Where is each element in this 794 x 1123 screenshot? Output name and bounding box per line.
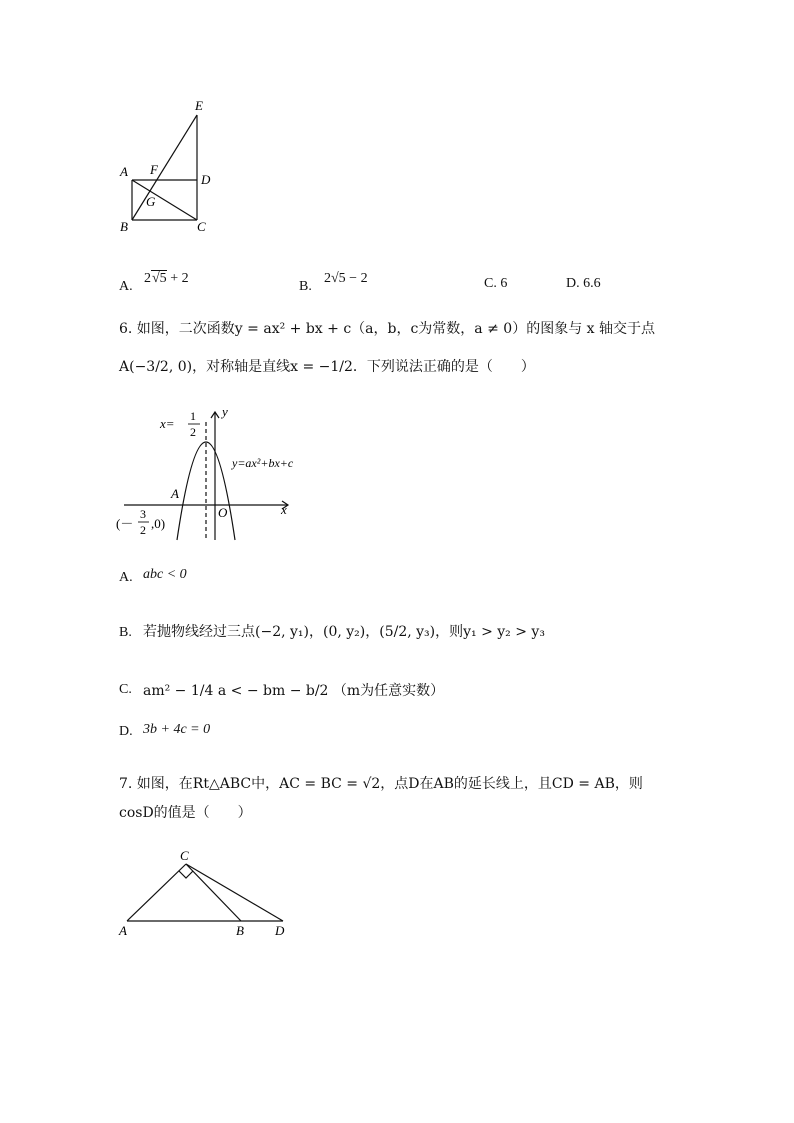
point-label-b: B	[120, 219, 128, 234]
point-label-b: B	[236, 923, 244, 938]
q5-option-a-letter: A.	[119, 279, 133, 294]
point-label-g: G	[146, 194, 156, 209]
y-axis-label: y	[222, 404, 228, 419]
q5-figure	[110, 95, 230, 240]
q5-option-c: C. 6	[484, 276, 508, 291]
point-label-c: C	[180, 848, 189, 863]
q6-option-d-text: 3b + 4c = 0	[143, 722, 211, 737]
q6-parabola-figure	[110, 400, 300, 545]
point-label-e: E	[195, 98, 203, 113]
point-a-coord-num: 3	[140, 507, 146, 521]
point-label-d: D	[201, 172, 211, 187]
segment-be	[132, 115, 197, 220]
point-label-f: F	[150, 162, 158, 177]
symmetry-frac-den: 2	[190, 425, 196, 439]
point-a-coord-open: (－	[116, 516, 134, 531]
parabola-curve	[177, 442, 235, 540]
q6-option-c-letter: C.	[119, 682, 132, 697]
q6-stem-line1: 6. 如图，二次函数y = ax² + bx + c（a，b，c为常数，a ≠ 0）的图象与 x 轴交于点	[119, 321, 655, 337]
x-axis-label: x	[281, 502, 287, 517]
segment-cb	[186, 864, 241, 921]
q6-option-a-text: abc < 0	[143, 567, 187, 582]
curve-label: y=ax²+bx+c	[232, 456, 294, 470]
segment-cd	[186, 864, 283, 921]
q5-option-d: D. 6.6	[566, 276, 601, 291]
point-label-a: A	[120, 164, 128, 179]
point-label-c: C	[197, 219, 206, 234]
q5-option-a-value: 2√5 + 2	[144, 271, 189, 286]
point-a-label: A	[171, 486, 179, 501]
right-angle-mark	[179, 871, 193, 878]
q7-triangle-figure	[110, 843, 310, 943]
q6-option-a-letter: A.	[119, 570, 133, 585]
point-a-coord-close: ,0)	[151, 516, 166, 531]
q7-stem-line1: 7. 如图，在Rt△ABC中，AC = BC = √2，点D在AB的延长线上，且CD = AB，则	[119, 776, 643, 792]
q6-stem-line2: A(−3/2, 0)，对称轴是直线x = −1/2．下列说法正确的是（ ）	[119, 359, 535, 375]
q6-option-b-letter: B.	[119, 625, 132, 640]
symmetry-label: x=	[160, 416, 175, 431]
symmetry-frac-num: 1	[190, 409, 196, 423]
origin-label: O	[218, 505, 228, 520]
q6-option-d-letter: D.	[119, 724, 133, 739]
point-label-a: A	[119, 923, 127, 938]
q5-option-b-letter: B.	[299, 279, 312, 294]
segment-ac	[132, 180, 197, 220]
q5-option-b-value: 2√5 − 2	[324, 271, 368, 286]
point-label-d: D	[275, 923, 285, 938]
q6-option-c-text: am² − 1/4 a < − bm − b/2 （m为任意实数）	[143, 683, 445, 699]
point-a-coord-den: 2	[140, 523, 146, 537]
q6-option-b-text: 若抛物线经过三点(−2, y₁)，(0, y₂)，(5/2, y₃)，则y₁ > y₂ > y₃	[143, 624, 545, 640]
q7-stem-line2: cosD的值是（ ）	[119, 805, 252, 821]
segment-ac	[127, 864, 186, 921]
